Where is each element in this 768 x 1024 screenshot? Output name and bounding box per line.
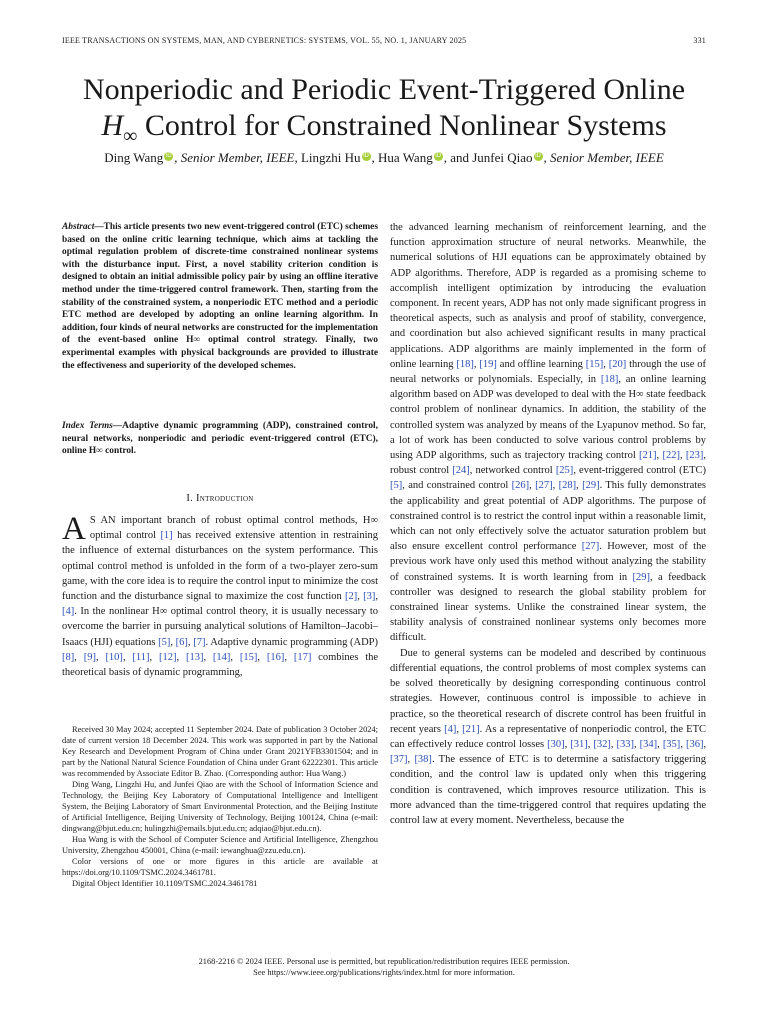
citation-link[interactable]: [22] <box>662 450 680 462</box>
intro-text: combines the theoretical basis of dynamic programming, <box>62 651 379 679</box>
paper-title <box>20 72 748 154</box>
running-head <box>62 36 706 45</box>
author-sep: , <box>371 150 379 165</box>
body-paragraph: Due to general systems can be modeled and described by continuous differential equations, the control problems of most complex systems can be solved theoretically by designing corresponding continuous control strategies. However, continuous control is impossible to achieve in practice, so the theoretical research of discrete control has been fruitful in recent years [4], [21]. As a representative of nonperiodic control, the ETC can effectively reduce control losses [30], [31], [32], [33], [34], [35], [36], [37], [38]. The essence of ETC is to determine a satisfactory triggering condition, and the control law is updated only when this triggering condition is contravened, which improves resource utilization. This is more advanced than the time-triggered control that requires updating the control law at every moment. Nevertheless, because the <box>390 647 707 826</box>
section-number: I. <box>186 493 196 504</box>
citation-link[interactable]: [29] <box>632 571 651 583</box>
citation-link[interactable]: [25] <box>555 465 574 477</box>
author-name: Junfei Qiao <box>472 150 533 165</box>
copyright-notice <box>0 956 768 978</box>
citation-link[interactable]: [2] <box>345 591 358 603</box>
author-name: Ding Wang <box>104 150 164 165</box>
body-text: , event-triggered control (ETC) <box>573 465 707 477</box>
copyright-line-2: See https://www.ieee.org/publications/rights/index.html for more information. <box>253 968 515 977</box>
body-text: the advanced learning mechanism of reinforcement learning, and the function approximation structure of neural networks. Meanwhile, the numerical solutions of HJI equations can be approximately obtained by ADP algorithms. Therefore, ADP is regarded as a promising scheme to accomplish intelligent optimization by introducing the evaluation component. In recent years, ADP has not only made significant progress in theoretical aspects, such as analysis and proof of stability, convergence, and coordination but also achieved significant results in many practical applications. ADP algorithms are mainly implemented in the form of online learning <box>390 222 706 370</box>
citation-link[interactable]: [4] <box>444 723 457 735</box>
body-text: Due to general systems can be modeled and described by continuous differential equations, the control problems of most complex systems can be solved theoretically by designing corresponding continuous control strategies. However, continuous control is impossible to achieve in practice, so the theoretical research of discrete control has been fruitful in recent years <box>390 647 706 735</box>
citation-link[interactable]: [28] <box>558 480 577 492</box>
intro-text: has received extensive attention in restraining the influence of external disturbances on the system performance. This optimal control method is unfolded in the form of a two-player zero-sum game, with the core idea is to require the control input to minimize the cost function and the disturbance signal to maximize the cost function <box>62 530 378 603</box>
citation-link[interactable]: [31] <box>570 738 588 750</box>
intro-paragraph: A S AN important branch of robust optimal control methods, H∞ optimal control [1] has received extensive attention in restraining the influence of external disturbances on the system performance. This optimal control method is unfolded in the form of a two-player zero-sum game, with the core idea is to require the control input to minimize the cost function and the disturbance signal to maximize the cost function [2], [3], [4]. In the nonlinear H∞ optimal control theory, it is usually necessary to overcome the barrier in pursuing analytical solutions of Hamilton–Jacobi–Isaacs (HJI) equations [5], [6], [7]. Adaptive dynamic programming (ADP) [8], [9], [10], [11], [12], [13], [14], [15], [16], [17] combines the theoretical basis of dynamic programming, <box>62 511 379 679</box>
author-name: Hua Wang <box>378 150 433 165</box>
citation-link[interactable]: [3] <box>363 591 376 603</box>
citation-link[interactable]: [4] <box>62 606 75 618</box>
journal-name: IEEE TRANSACTIONS ON SYSTEMS, MAN, AND CYBERNETICS: SYSTEMS, VOL. 55, NO. 1, JANUARY 2025 <box>62 36 467 45</box>
abstract <box>62 221 378 372</box>
citation-link[interactable]: [37] <box>390 754 408 766</box>
citation-link[interactable]: [29] <box>582 480 600 492</box>
body-text: through the use of neural networks or polynomials. Especially, in <box>390 358 706 386</box>
citation-link[interactable]: [30] <box>547 738 565 750</box>
footnote: Ding Wang, Lingzhi Hu, and Junfei Qiao are with the School of Information Science and Technology, the Beijing Key Laboratory of Computational Intelligence and Intelligent System, the Beijing Laboratory of Smart Environmental Protection, and the Beijing Institute of Artificial Intelligence, Beijing University of Technology, Beijing 100124, China (e-mail: dingwang@bjut.edu.cn; hulingzhi@emails.bjut.edu.cn; adqiao@bjut.edu.cn). <box>62 780 378 833</box>
body-text: . The essence of ETC is to determine a satisfactory triggering condition, and the control law is updated only when this triggering condition is contravened, which improves resource utilization. This is more advanced than the time-triggered control that requires updating the control law at every moment. Nevertheless, because the <box>390 754 707 826</box>
citation-link[interactable]: [32] <box>593 738 611 750</box>
orcid-icon[interactable]: iD <box>435 152 442 159</box>
dropcap: A <box>62 511 86 547</box>
citation-link[interactable]: [24] <box>452 465 470 477</box>
body-text: , a feedback controller was designed to research the global stability problem for constrained linear systems. Unlike the constrained linear system, the stability analysis of constrained nonlinear systems only becomes more difficult. <box>390 571 706 644</box>
title-line-2 <box>20 108 748 154</box>
citation-link[interactable]: [35] <box>662 738 681 750</box>
citation-link[interactable]: [12] <box>158 651 177 663</box>
author-list <box>20 150 748 166</box>
intro-text: S AN important branch of robust optimal control methods, H∞ optimal control <box>89 515 378 542</box>
body-text: . However, most of the previous work have only used this method without analyzing the stability of constrained systems. It is worth learning from in <box>390 541 706 583</box>
right-column <box>390 220 706 828</box>
citation-link[interactable]: [1] <box>160 530 173 542</box>
orcid-icon[interactable]: iD <box>535 152 541 159</box>
body-text: . This fully demonstrates the applicability and great potential of ADP algorithms. The purpose of constrained control is to restrict the control input within a reasonable limit, which can not only effectively solve the actuator saturation problem but also ensure excellent control performance <box>390 480 706 553</box>
citation-link[interactable]: [19] <box>479 358 497 370</box>
citation-link[interactable]: [10] <box>105 651 123 663</box>
copyright-line-1: 2168-2216 © 2024 IEEE. Personal use is permitted, but republication/redistribution requires IEEE permission. <box>198 957 570 966</box>
citation-link[interactable]: [6] <box>175 636 188 648</box>
author-affil: , Senior Member, IEEE <box>174 150 295 165</box>
citation-link[interactable]: [13] <box>185 651 204 663</box>
title-line-2-rest: Control for Constrained Nonlinear Systems <box>137 109 667 142</box>
author-sep: , and <box>443 150 473 165</box>
body-text: , an online learning algorithm based on ADP was developed to deal with the H∞ state feedback control problem of nonlinear dynamics. In addition, the stability of the controlled system was analyzed by means of the Lyapunov method. So far, a lot of work has been conducted to solve various control problems by using ADP algorithms, such as trajectory tracking control <box>390 374 706 462</box>
body-text: , robust control <box>390 450 706 477</box>
abstract-lead: Abstract <box>62 222 95 232</box>
author-sep: , <box>294 150 301 165</box>
index-terms-lead: Index Terms <box>62 421 113 431</box>
section-heading <box>62 493 378 504</box>
citation-link[interactable]: [16] <box>266 651 285 663</box>
citation-link[interactable]: [36] <box>685 738 704 750</box>
citation-link[interactable]: [27] <box>581 541 600 553</box>
orcid-icon[interactable]: iD <box>363 152 369 159</box>
citation-link[interactable]: [34] <box>639 738 658 750</box>
page-number: 331 <box>693 36 706 45</box>
citation-link[interactable]: [8] <box>62 651 75 663</box>
author-name: Lingzhi Hu <box>300 150 361 165</box>
citation-link[interactable]: [33] <box>616 738 635 750</box>
orcid-icon[interactable]: iD <box>165 152 172 159</box>
index-terms-text: —Adaptive dynamic programming (ADP), constrained control, neural networks, nonperiodic and periodic event-triggered control (ETC), online H∞ control. <box>62 421 378 457</box>
citation-link[interactable]: [15] <box>239 651 258 663</box>
citation-link[interactable]: [21] <box>462 723 480 735</box>
citation-link[interactable]: [9] <box>83 651 96 663</box>
citation-link[interactable]: [14] <box>212 651 231 663</box>
citation-link[interactable]: [38] <box>414 754 432 766</box>
abstract-text: —This article presents two new event-triggered control (ETC) schemes based on the online critic learning technique, which aims at tackling the optimal regulation problem of discrete-time constrained nonlinear systems with the disturbance input. First, a novel stability criterion condition is designed to obtain an initial admissible policy pair by using an offline iterative method under the time-triggered control framework. Then, starting from the stability of the constrained system, a nonperiodic ETC method and a periodic ETC method are developed by adopting an online learning algorithm. In addition, four kinds of neural networks are constructed for the implementation of the event-based online H∞ optimal control strategy. Finally, two experimental examples with physical backgrounds are provided to illustrate the effectiveness and superiority of the developed schemes. <box>62 222 378 371</box>
citation-link[interactable]: [5] <box>158 636 171 648</box>
body-text: and offline learning <box>496 358 586 370</box>
footnote: Hua Wang is with the School of Computer Science and Artificial Intelligence, Zhengzhou University, Zhengzhou 450001, China (e-mail: iewanghua@zzu.edu.cn). <box>62 835 378 855</box>
body-text: . As a representative of nonperiodic control, the ETC can effectively reduce control losses <box>390 723 707 750</box>
footnote: Digital Object Identifier 10.1109/TSMC.2024.3461781 <box>72 879 258 888</box>
title-h-symbol: H <box>101 109 124 142</box>
citation-link[interactable]: [21] <box>639 450 657 462</box>
citation-link[interactable]: [18] <box>456 358 474 370</box>
footnote: Color versions of one or more figures in this article are available at https://doi.org/10.1109/TSMC.2024.3461781. <box>62 857 378 877</box>
body-text: , networked control <box>469 465 556 477</box>
index-terms <box>62 420 378 458</box>
section-title: Introduction <box>196 493 254 504</box>
intro-text: . In the nonlinear H∞ optimal control theory, it is usually necessary to overcome the barrier in pursuing analytical solutions of Hamilton–Jacobi–Isaacs (HJI) equations <box>62 606 378 648</box>
footnote: Received 30 May 2024; accepted 11 September 2024. Date of publication 3 October 2024; date of current version 18 December 2024. This work was supported in part by the National Key Research and Development Program of China under Grant 2021YFB3301504; and in part by the National Natural Science Foundation of China under Grant 62222301. This article was recommended by Associate Editor B. Zhao. (Corresponding author: Hua Wang.) <box>62 725 378 778</box>
citation-link[interactable]: [23] <box>685 450 704 462</box>
title-line-1: Nonperiodic and Periodic Event-Triggered Online <box>82 73 686 106</box>
intro-text: . Adaptive dynamic programming (ADP) <box>205 636 379 648</box>
citation-link[interactable]: [26] <box>511 480 530 492</box>
author-affil: , Senior Member, IEEE <box>543 150 664 165</box>
citation-link[interactable]: [18] <box>600 374 619 386</box>
citation-link[interactable]: [15] <box>585 358 604 370</box>
body-text: , and constrained control <box>402 480 512 492</box>
citation-link[interactable]: [20] <box>608 358 627 370</box>
citation-link[interactable]: [11] <box>132 651 150 663</box>
title-infinity: ∞ <box>123 125 138 147</box>
citation-link[interactable]: [5] <box>390 480 403 492</box>
footnotes <box>62 724 378 889</box>
citation-link[interactable]: [17] <box>293 651 312 663</box>
citation-link[interactable]: [7] <box>193 636 206 648</box>
body-paragraph: the advanced learning mechanism of reinforcement learning, and the function approximation structure of neural networks. Meanwhile, the numerical solutions of HJI equations can be approximately obtained by ADP algorithms. Therefore, ADP is regarded as a promising scheme to accomplish intelligent optimization by introducing the evaluation component. In recent years, ADP has not only made significant progress in theoretical aspects, such as analysis and proof of stability, convergence, and coordination but also achieved significant results in many practical applications. ADP algorithms are mainly implemented in the form of online learning [18], [19] and offline learning [15], [20] through the use of neural networks or polynomials. Especially, in [18], an online learning algorithm based on ADP was developed to deal with the H∞ state feedback control problem of nonlinear dynamics. In addition, the stability of the controlled system was analyzed by means of the Lyapunov method. So far, a lot of work has been conducted to solve various control problems by using ADP algorithms, such as trajectory tracking control [21], [22], [23], robust control [24], networked control [25], event-triggered control (ETC) [5], and constrained control [26], [27], [28], [29]. This fully demonstrates the applicability and great potential of ADP algorithms. The purpose of constrained control is to restrict the control input within a reasonable limit, which can not only effectively solve the actuator saturation problem but also ensure excellent control performance [27]. However, most of the previous work have only used this method without analyzing the stability of constrained systems. It is worth learning from in [29], a feedback controller was designed to research the global stability problem for constrained linear systems. Unlike the constrained linear system, the stability analysis of constrained nonlinear systems only becomes more difficult. <box>390 222 707 644</box>
citation-link[interactable]: [27] <box>535 480 553 492</box>
